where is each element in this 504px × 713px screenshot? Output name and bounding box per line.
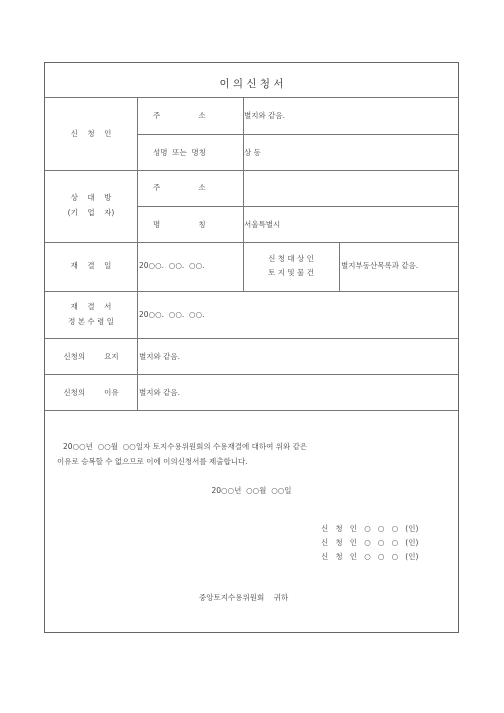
gist-value: 별지와 같음. bbox=[139, 352, 180, 361]
divider bbox=[45, 374, 458, 375]
applicant-address-value: 별지와 같음. bbox=[244, 111, 285, 120]
statement-date: 20○○년 ○○월 ○○일 bbox=[211, 486, 292, 495]
divider bbox=[137, 206, 458, 207]
reason-label: 신청의 이유 bbox=[63, 388, 119, 397]
gist-label: 신청의 요지 bbox=[63, 352, 119, 361]
divider bbox=[45, 242, 458, 243]
reason-value: 별지와 같음. bbox=[139, 388, 180, 397]
addressee: 중앙토지수용위원회 귀하 bbox=[199, 593, 289, 602]
ruling-date-label: 재 결 일 bbox=[70, 261, 112, 270]
ruling-date-value: 20○○. ○○. ○○. bbox=[139, 261, 205, 270]
applicant-label: 신 청 인 bbox=[70, 129, 112, 138]
divider bbox=[137, 134, 458, 135]
applicant-name-value: 상 동 bbox=[244, 148, 261, 157]
applicant-address-label: 주 소 bbox=[153, 111, 206, 120]
opponent-address-label: 주 소 bbox=[153, 183, 206, 192]
signature-line: 신 청 인 ○ ○ ○ (인) bbox=[321, 552, 419, 561]
land-items-label: 신 청 대 상 인 bbox=[268, 254, 314, 263]
statement-line-1: 20○○년 ○○월 ○○일자 토지수용위원회의 수용재결에 대하여 위와 같은 bbox=[63, 442, 308, 451]
land-items-value: 별지부동산목록과 같음. bbox=[341, 261, 419, 270]
land-items-label-sub: 토 지 및 물 건 bbox=[268, 268, 314, 277]
opponent-name-value: 서울특별시 bbox=[244, 220, 281, 229]
opponent-label-sub: (기 업 자) bbox=[67, 208, 115, 217]
divider bbox=[45, 170, 458, 171]
signature-line: 신 청 인 ○ ○ ○ (인) bbox=[321, 524, 419, 533]
statement-line-2: 이유로 승복할 수 없으므로 이에 이의신청서를 제출합니다. bbox=[57, 457, 248, 466]
applicant-name-label: 성명 또는 명칭 bbox=[153, 148, 207, 157]
divider bbox=[45, 410, 458, 411]
divider bbox=[339, 242, 340, 291]
signature-line: 신 청 인 ○ ○ ○ (인) bbox=[321, 538, 419, 547]
form-title: 이 의 신 청 서 bbox=[219, 78, 284, 90]
divider bbox=[45, 338, 458, 339]
receipt-date-value: 20○○. ○○. ○○. bbox=[139, 310, 205, 319]
divider bbox=[45, 97, 458, 98]
opponent-name-label: 명 칭 bbox=[153, 220, 206, 229]
receipt-date-label: 재 결 서 bbox=[70, 302, 112, 311]
objection-form bbox=[44, 62, 459, 633]
divider bbox=[45, 291, 458, 292]
receipt-date-label-sub: 정 본 수 령 일 bbox=[68, 317, 114, 326]
divider bbox=[137, 97, 138, 410]
opponent-label: 상 대 방 bbox=[70, 193, 112, 202]
